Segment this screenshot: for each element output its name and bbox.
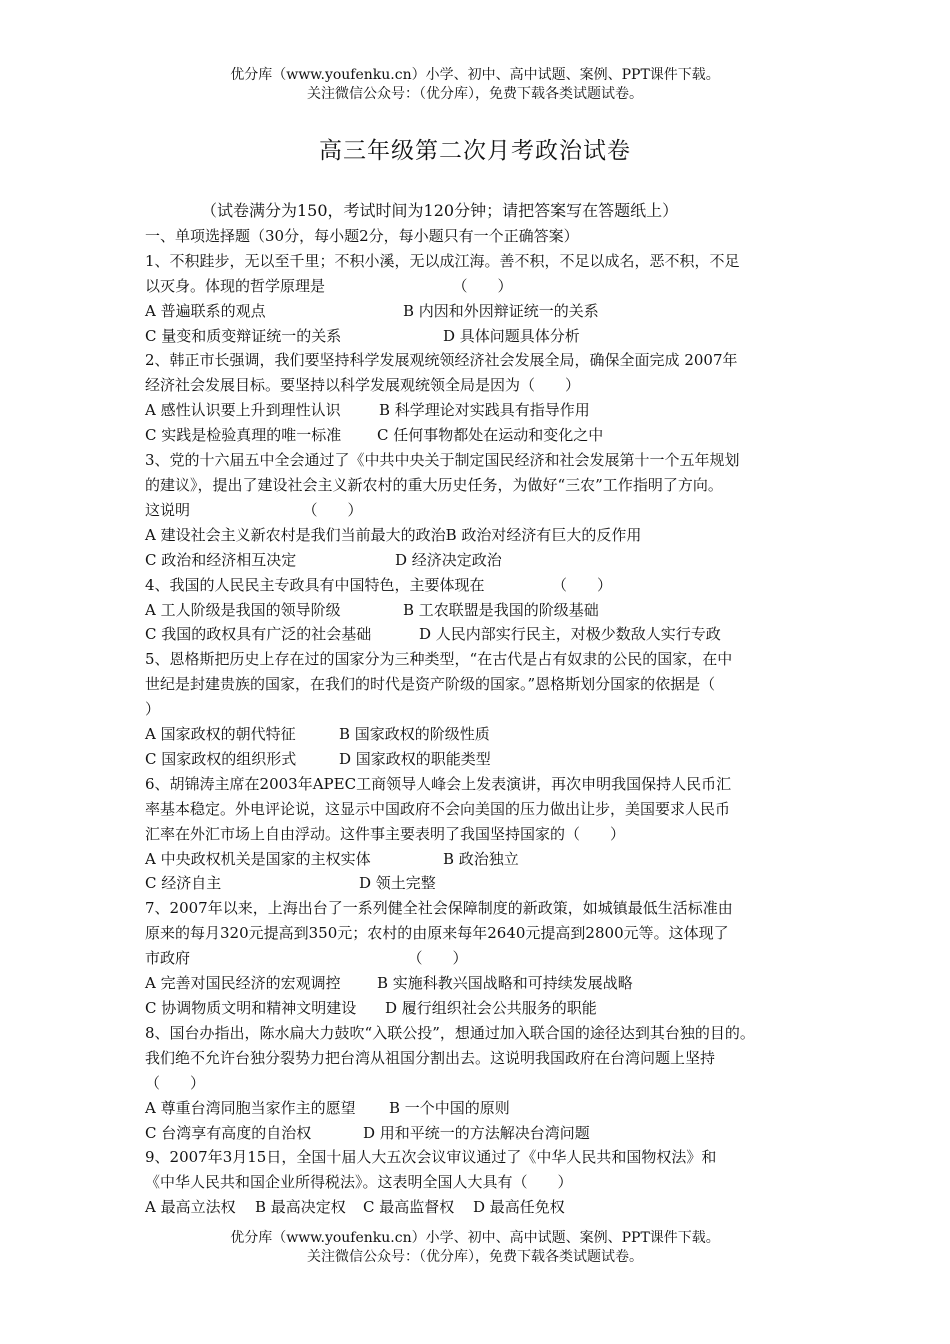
question-4: [145, 573, 810, 648]
question-1: [145, 249, 810, 349]
question-stem-line: 这说明 （ ）: [145, 500, 363, 519]
question-stem-line: （ ）: [145, 1073, 206, 1092]
option-b[interactable]: B 工农联盟是我国的阶级基础: [403, 600, 599, 619]
option-c[interactable]: C 实践是检验真理的唯一标准: [145, 426, 342, 445]
exam-instructions: （试卷满分为150，考试时间为120分钟；请把答案写在答题纸上）: [201, 201, 679, 220]
option-row: [145, 847, 810, 872]
question-stem-line: 8、国台办指出，陈水扁大力鼓吹“入联公投”，想通过加入联合国的途径达到其台独的目的。: [145, 1023, 755, 1042]
option-d[interactable]: C 任何事物都处在运动和变化之中: [377, 426, 604, 445]
option-c[interactable]: C 政治和经济相互决定: [145, 550, 297, 569]
option-d[interactable]: D 经济决定政治: [395, 550, 502, 569]
question-stem-line: 《中华人民共和国企业所得税法》。这表明全国人大具有（ ）: [145, 1173, 573, 1192]
option-b[interactable]: B 一个中国的原则: [389, 1098, 510, 1117]
question-stem-line: 5、恩格斯把历史上存在过的国家分为三种类型，“在古代是占有奴隶的公民的国家，在中: [145, 650, 733, 669]
option-a[interactable]: A 最高立法权: [145, 1198, 236, 1217]
option-row: [145, 971, 810, 996]
question-stem-line: 率基本稳定。外电评论说，这显示中国政府不会向美国的压力做出让步，美国要求人民币: [145, 799, 731, 818]
option-c[interactable]: C 我国的政权具有广泛的社会基础: [145, 625, 372, 644]
question-stem-line: 7、2007年以来，上海出台了一系列健全社会保障制度的新政策，如城镇最低生活标准由: [145, 899, 733, 918]
footer-line-1: 优分库（www.youfenku.cn）小学、初中、高中试题、案例、PPT课件下载。: [230, 1230, 720, 1246]
question-5: [145, 647, 810, 772]
question-stem-line: 3、党的十六届五中全会通过了《中共中央关于制定国民经济和社会发展第十一个五年规划: [145, 451, 740, 470]
option-b[interactable]: B 最高决定权: [255, 1198, 346, 1217]
option-row: [145, 996, 810, 1021]
option-a[interactable]: A 工人阶级是我国的领导阶级: [145, 600, 341, 619]
question-stem-line: 1、不积跬步，无以至千里；不积小溪，无以成江海。善不积，不足以成名，恶不积，不足: [145, 251, 740, 270]
option-c[interactable]: C 台湾享有高度的自治权: [145, 1123, 312, 1142]
page-title: 高三年级第二次月考政治试卷: [319, 138, 631, 164]
option-a[interactable]: A 国家政权的朝代特征: [145, 725, 296, 744]
question-stem-line: 我们绝不允许台独分裂势力把台湾从祖国分割出去。这说明我国政府在台湾问题上坚持: [145, 1048, 716, 1067]
footer-banner: [0, 1229, 950, 1267]
question-stem-line: 的建议》，提出了建设社会主义新农村的重大历史任务，为做好“三农”工作指明了方向。: [145, 475, 723, 494]
option-row: [145, 598, 810, 623]
option-b[interactable]: B 政治独立: [443, 849, 519, 868]
option-c[interactable]: C 量变和质变辩证统一的关系: [145, 326, 342, 345]
option-a[interactable]: A 感性认识要上升到理性认识: [145, 401, 341, 420]
option-c[interactable]: C 国家政权的组织形式: [145, 749, 297, 768]
question-stem-line: 以灭身。体现的哲学原理是 （ ）: [145, 276, 513, 295]
question-stem-line: 2、韩正市长强调，我们要坚持科学发展观统领经济社会发展全局，确保全面完成 2007年: [145, 351, 738, 370]
option-d[interactable]: D 人民内部实行民主，对极少数敌人实行专政: [419, 625, 721, 644]
option-b[interactable]: B 国家政权的阶级性质: [339, 725, 490, 744]
option-row: [145, 722, 810, 747]
question-stem-line: 9、2007年3月15日，全国十届人大五次会议审议通过了《中华人民共和国物权法》和: [145, 1148, 717, 1167]
option-b[interactable]: B 科学理论对实践具有指导作用: [379, 401, 590, 420]
question-2: [145, 348, 810, 448]
question-stem-line: 6、胡锦涛主席在2003年APEC工商领导人峰会上发表演讲，再次申明我国保持人民币汇: [145, 774, 732, 793]
option-d[interactable]: D 国家政权的职能类型: [339, 749, 491, 768]
question-7: [145, 896, 810, 1021]
question-stem-line: ）: [145, 700, 161, 719]
option-d[interactable]: D 领土完整: [359, 874, 436, 893]
question-stem-line: 4、我国的人民民主专政具有中国特色，主要体现在 （ ）: [145, 575, 613, 594]
question-6: [145, 772, 810, 897]
option-row: [145, 523, 810, 548]
option-row: [145, 423, 810, 448]
option-row: [145, 1195, 810, 1220]
option-d[interactable]: D 最高任免权: [473, 1198, 565, 1217]
question-9: [145, 1145, 810, 1220]
option-row: [145, 299, 810, 324]
option-row: [145, 324, 810, 349]
option-d[interactable]: D 具体问题具体分析: [443, 326, 580, 345]
option-row: [145, 548, 810, 573]
option-b[interactable]: B 实施科教兴国战略和可持续发展战略: [377, 974, 633, 993]
option-c[interactable]: C 最高监督权: [363, 1198, 455, 1217]
option-d[interactable]: D 用和平统一的方法解决台湾问题: [363, 1123, 590, 1142]
option-row: [145, 747, 810, 772]
option-a[interactable]: A 普遍联系的观点: [145, 301, 266, 320]
question-stem-line: 经济社会发展目标。要坚持以科学发展观统领全局是因为（ ）: [145, 376, 581, 395]
option-row: [145, 622, 810, 647]
option-c[interactable]: C 经济自主: [145, 874, 222, 893]
question-3: [145, 448, 810, 573]
question-stem-line: 汇率在外汇市场上自由浮动。这件事主要表明了我国坚持国家的（ ）: [145, 824, 626, 843]
header-line-1: 优分库（www.youfenku.cn）小学、初中、高中试题、案例、PPT课件下载。: [230, 67, 720, 83]
header-line-2: 关注微信公众号：（优分库），免费下载各类试题试卷。: [307, 86, 643, 102]
option-d[interactable]: D 履行组织社会公共服务的职能: [385, 999, 597, 1017]
option-b[interactable]: B 政治对经济有巨大的反作用: [445, 525, 642, 544]
option-row: [145, 1096, 810, 1121]
exam-body: [145, 199, 810, 1220]
option-a[interactable]: A 尊重台湾同胞当家作主的愿望: [145, 1098, 356, 1117]
option-row: [145, 398, 810, 423]
question-stem-line: 原来的每月320元提高到350元；农村的由原来每年2640元提高到2800元等。这体现了: [145, 924, 729, 943]
option-b[interactable]: B 内因和外因辩证统一的关系: [403, 301, 599, 320]
header-banner: [0, 66, 950, 104]
option-row: [145, 871, 810, 896]
option-a[interactable]: A 建设社会主义新农村是我们当前最大的政治: [145, 525, 446, 544]
option-a[interactable]: A 完善对国民经济的宏观调控: [145, 974, 341, 993]
option-c[interactable]: C 协调物质文明和精神文明建设: [145, 999, 357, 1017]
section-heading: 一、单项选择题（30分，每小题2分，每小题只有一个正确答案）: [145, 226, 579, 245]
question-8: [145, 1021, 810, 1146]
option-row: [145, 1121, 810, 1146]
question-stem-line: 世纪是封建贵族的国家，在我们的时代是资产阶级的国家。”恩格斯划分国家的依据是（: [145, 675, 716, 694]
option-a[interactable]: A 中央政权机关是国家的主权实体: [145, 849, 371, 868]
footer-line-2: 关注微信公众号：（优分库），免费下载各类试题试卷。: [307, 1249, 643, 1265]
question-stem-line: 市政府 （ ）: [145, 949, 468, 968]
